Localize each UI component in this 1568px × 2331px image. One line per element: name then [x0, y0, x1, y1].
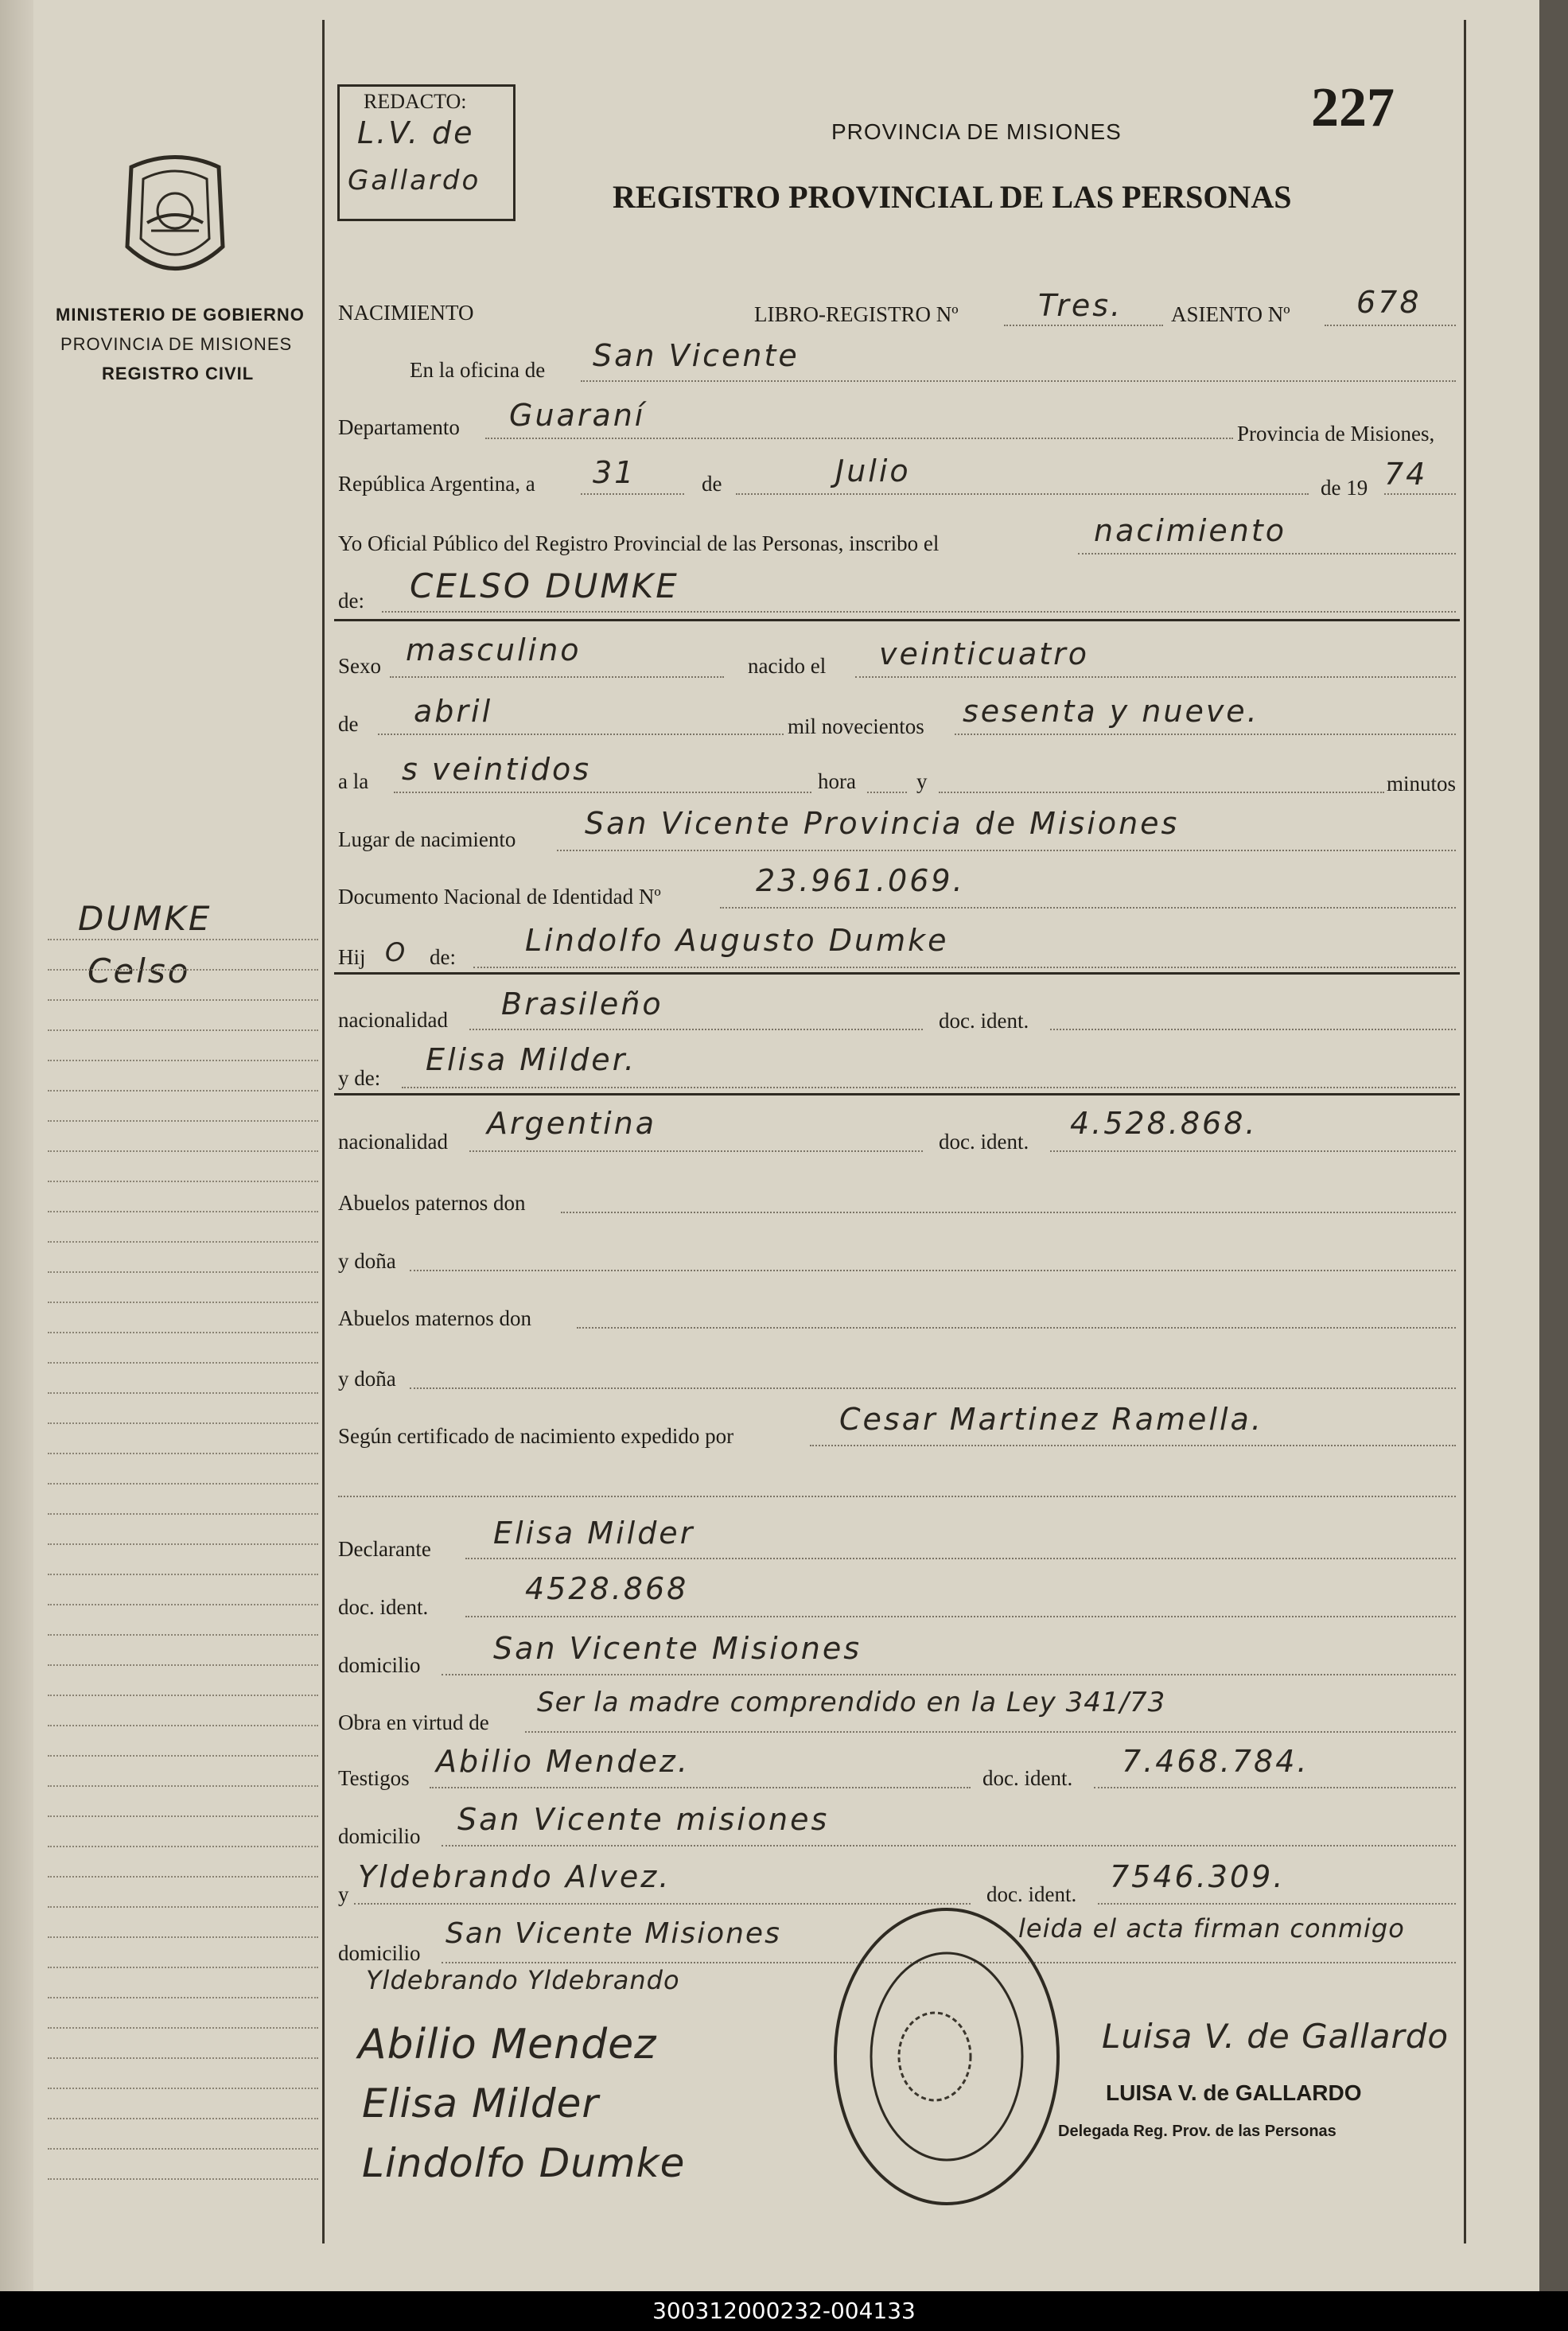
yo-oficial-label: Yo Oficial Público del Registro Provincial de las Personas, inscribo el [338, 531, 940, 555]
margin-rule-line [48, 969, 318, 971]
nacimiento-label: NACIMIENTO [338, 301, 474, 325]
testigo1-domicilio-label: domicilio [338, 1824, 421, 1848]
redacto-name: Gallardo [348, 165, 481, 197]
declarante-domicilio-value: San Vicente Misiones [493, 1631, 862, 1666]
margin-rule-line [48, 1936, 318, 1938]
madre-nac-line [469, 1150, 923, 1152]
declarante-doc-value: 4528.868 [525, 1571, 689, 1606]
nacido-line [855, 676, 1456, 678]
libro-value: Tres. [1038, 288, 1123, 323]
testigo1-line [430, 1787, 971, 1788]
margin-rule-line [48, 1785, 318, 1787]
mil-novecientos-label: mil novecientos [788, 714, 924, 738]
official-stamp [827, 1901, 1066, 2212]
abuelos-paternos-line [561, 1212, 1456, 1213]
asiento-label: ASIENTO Nº [1171, 302, 1290, 326]
margin-rule-line [48, 2148, 318, 2150]
registry-title: REGISTRO PROVINCIAL DE LAS PERSONAS [613, 179, 1292, 215]
margin-rule-line [48, 2118, 318, 2119]
margin-rule-line [48, 1392, 318, 1394]
section-rule-2 [334, 972, 1460, 975]
section-rule-1 [334, 619, 1460, 621]
abuelos-maternos-dona-line [410, 1387, 1456, 1389]
padre-value: Lindolfo Augusto Dumke [525, 923, 949, 958]
book-edge [1539, 0, 1568, 2291]
libro-line [1004, 325, 1163, 326]
right-rule [1464, 20, 1466, 2243]
madre-doc-value: 4.528.868. [1070, 1106, 1258, 1141]
oficina-value: San Vicente [593, 338, 800, 373]
hora-line [394, 792, 811, 793]
ministry-province: PROVINCIA DE MISIONES [60, 334, 293, 354]
signature-declarante: Elisa Milder [362, 2080, 599, 2127]
de-mes-label: de [338, 712, 359, 736]
mes-nac-line [378, 734, 784, 735]
margin-rule-line [48, 2057, 318, 2059]
minutos-label: minutos [1387, 772, 1457, 796]
libro-label: LIBRO-REGISTRO Nº [754, 302, 959, 326]
margin-rule-line [48, 1906, 318, 1908]
a-la-label: a la [338, 769, 369, 793]
declarante-doc-label: doc. ident. [338, 1595, 429, 1619]
obra-label: Obra en virtud de [338, 1710, 489, 1734]
left-rule [322, 20, 325, 2243]
margin-rule-line [48, 1604, 318, 1605]
margin-rule-line [48, 2178, 318, 2180]
margin-rule-line [48, 1241, 318, 1243]
margin-rule-line [48, 1181, 318, 1182]
margin-rule-line [48, 1422, 318, 1424]
madre-doc-line [1050, 1150, 1456, 1152]
testigo1-doc-value: 7.468.784. [1122, 1744, 1309, 1779]
margin-rule-line [48, 1664, 318, 1666]
padre-doc-label: doc. ident. [939, 1009, 1029, 1033]
page-number: 227 [1311, 77, 1395, 138]
acto-line [1078, 553, 1456, 555]
margin-rule-line [48, 1362, 318, 1364]
margin-rule-line [48, 1997, 318, 1998]
madre-value: Elisa Milder. [426, 1042, 636, 1077]
margin-rule-line [48, 1634, 318, 1636]
dni-line [720, 907, 1456, 909]
closing-value: leida el acta firman conmigo [1018, 1913, 1405, 1944]
abuelos-maternos-line [577, 1327, 1456, 1329]
margin-rule-line [48, 1876, 318, 1878]
margin-rule-line [48, 1150, 318, 1152]
hijo-label: Hij [338, 945, 366, 969]
margin-rule-line [48, 1513, 318, 1515]
margin-rule-line [48, 1271, 318, 1273]
padre-nac-value: Brasileño [501, 986, 663, 1022]
madre-doc-label: doc. ident. [939, 1130, 1029, 1154]
margin-rule-line [48, 1725, 318, 1726]
asiento-line [1325, 325, 1456, 326]
margin-rule-line [48, 1332, 318, 1333]
documento-label: Documento Nacional de Identidad Nº [338, 885, 661, 909]
redacto-box [337, 84, 516, 221]
margin-rule-line [48, 1483, 318, 1485]
margin-rule-line [48, 1211, 318, 1212]
departamento-label: Departamento [338, 415, 460, 439]
departamento-line [485, 438, 1233, 439]
margin-rule-line [48, 999, 318, 1001]
anio-line [1384, 493, 1456, 495]
margin-rule-line [48, 1302, 318, 1303]
declarante-label: Declarante [338, 1537, 431, 1561]
testigo2-doc-value: 7546.309. [1110, 1859, 1286, 1894]
inscripto-line [382, 611, 1456, 613]
province-header: PROVINCIA DE MISIONES [831, 119, 1122, 144]
departamento-value: Guaraní [509, 398, 646, 433]
margin-rule-line [48, 2088, 318, 2089]
de-inscripto-label: de: [338, 589, 364, 613]
sexo-label: Sexo [338, 654, 381, 678]
image-caption: 300312000232-004133 [0, 2291, 1568, 2331]
testigo1-doc-line [1094, 1787, 1456, 1788]
certificado-value: Cesar Martinez Ramella. [839, 1402, 1263, 1437]
segun-label: Según certificado de nacimiento expedido por [338, 1424, 734, 1448]
signature-official: Luisa V. de Gallardo [1102, 2017, 1449, 2056]
padre-line [473, 967, 1456, 968]
declarante-domicilio-line [442, 1674, 1456, 1675]
official-title: Delegada Reg. Prov. de las Personas [1058, 2123, 1336, 2140]
testigo2-y-label: y [338, 1882, 349, 1906]
provincial-seal-icon [115, 151, 235, 286]
dni-value: 23.961.069. [756, 863, 965, 898]
margin-rule-line [48, 1029, 318, 1031]
margin-rule-line [48, 1755, 318, 1757]
abuelos-maternos-dona-label: y doña [338, 1367, 396, 1391]
dia-value: 31 [593, 455, 636, 490]
redacto-label: REDACTO: [364, 90, 467, 113]
lugar-label: Lugar de nacimiento [338, 827, 516, 851]
madre-nac-value: Argentina [487, 1106, 657, 1141]
closing-value-2: Yldebrando Yldebrando [366, 1965, 680, 1995]
margin-rule-line [48, 939, 318, 940]
abuelos-paternos-dona-line [410, 1270, 1456, 1271]
hora-value: s veintidos [402, 752, 592, 787]
redacto-initials: L.V. de [357, 115, 475, 150]
padre-nac-line [469, 1029, 923, 1030]
asiento-value: 678 [1356, 285, 1422, 320]
nacido-value: veinticuatro [879, 636, 1089, 671]
inscripto-value: CELSO DUMKE [410, 566, 679, 605]
ministry-line: MINISTERIO DE GOBIERNO [56, 305, 305, 325]
testigo2-doc-line [1098, 1903, 1456, 1905]
nacido-el-label: nacido el [748, 654, 827, 678]
republica-label: República Argentina, a [338, 472, 535, 496]
madre-line [402, 1087, 1456, 1088]
margin-rule-line [48, 1967, 318, 1968]
margin-surname: DUMKE [78, 899, 212, 938]
mes-line [736, 493, 1309, 495]
testigo2-value: Yldebrando Alvez. [358, 1859, 671, 1894]
hijo-de-label: de: [430, 945, 456, 969]
oficina-label: En la oficina de [410, 358, 546, 382]
margin-rule-line [48, 1090, 318, 1092]
margin-rule-line [48, 1846, 318, 1847]
declarante-line [465, 1558, 1456, 1559]
declarante-domicilio-label: domicilio [338, 1653, 421, 1677]
margin-rule-line [48, 1453, 318, 1454]
madre-nacionalidad-label: nacionalidad [338, 1130, 448, 1154]
certificado-line-2 [338, 1496, 1456, 1497]
anio-nac-value: sesenta y nueve. [963, 694, 1259, 729]
testigo2-doc-label: doc. ident. [986, 1882, 1077, 1906]
abuelos-paternos-label: Abuelos paternos don [338, 1191, 526, 1215]
lugar-line [557, 850, 1456, 851]
hora-label: hora [818, 769, 856, 793]
hijo-suffix: O [385, 937, 408, 967]
anio-nac-line [955, 734, 1456, 735]
margin-rule-line [48, 1060, 318, 1061]
y-label: y [916, 769, 928, 793]
margin-rule-line [48, 1815, 318, 1817]
margin-rule-line [48, 1695, 318, 1696]
oficina-line [581, 380, 1456, 382]
margin-rule-line [48, 2027, 318, 2029]
testigo2-domicilio-label: domicilio [338, 1941, 421, 1965]
testigos-label: Testigos [338, 1766, 410, 1790]
abuelos-paternos-dona-label: y doña [338, 1249, 396, 1273]
binding-edge [0, 0, 33, 2291]
margin-rule-line [48, 1120, 318, 1122]
declarante-doc-line [465, 1616, 1456, 1617]
signature-witness-1: Abilio Mendez [358, 2021, 657, 2068]
margin-rule-line [48, 1574, 318, 1575]
minutos-line [939, 792, 1384, 793]
lugar-value: San Vicente Provincia de Misiones [585, 806, 1180, 841]
section-rule-3 [334, 1093, 1460, 1095]
mes-value: Julio [835, 453, 911, 488]
de-label: de [702, 472, 722, 496]
testigo1-domicilio-value: San Vicente misiones [457, 1802, 830, 1837]
acto-value: nacimiento [1094, 513, 1287, 548]
margin-given-name: Celso [88, 951, 191, 990]
abuelos-maternos-label: Abuelos maternos don [338, 1306, 531, 1330]
obra-value: Ser la madre comprendido en la Ley 341/73 [537, 1687, 1166, 1718]
certificado-line [810, 1445, 1456, 1446]
provincia-label: Provincia de Misiones, [1237, 422, 1435, 446]
hora-line-2 [867, 792, 907, 793]
padre-nacionalidad-label: nacionalidad [338, 1008, 448, 1032]
de-anio-label: de 19 [1321, 476, 1368, 500]
sexo-value: masculino [406, 632, 582, 667]
margin-rule-line [48, 1543, 318, 1545]
anio-value: 74 [1384, 457, 1428, 492]
padre-doc-line [1050, 1029, 1456, 1030]
obra-line [525, 1731, 1456, 1733]
testigo1-doc-label: doc. ident. [982, 1766, 1073, 1790]
y-de-label: y de: [338, 1066, 381, 1090]
testigo1-value: Abilio Mendez. [436, 1744, 690, 1779]
sexo-line [390, 676, 724, 678]
official-name: LUISA V. de GALLARDO [1106, 2080, 1362, 2105]
dia-line [581, 493, 684, 495]
signature-father: Lindolfo Dumke [362, 2140, 686, 2186]
declarante-value: Elisa Milder [493, 1516, 695, 1551]
ministry-registry: REGISTRO CIVIL [102, 364, 255, 383]
mes-nac-value: abril [414, 694, 493, 729]
testigo1-domicilio-line [442, 1845, 1456, 1847]
testigo2-domicilio-value: San Vicente Misiones [445, 1917, 781, 1950]
